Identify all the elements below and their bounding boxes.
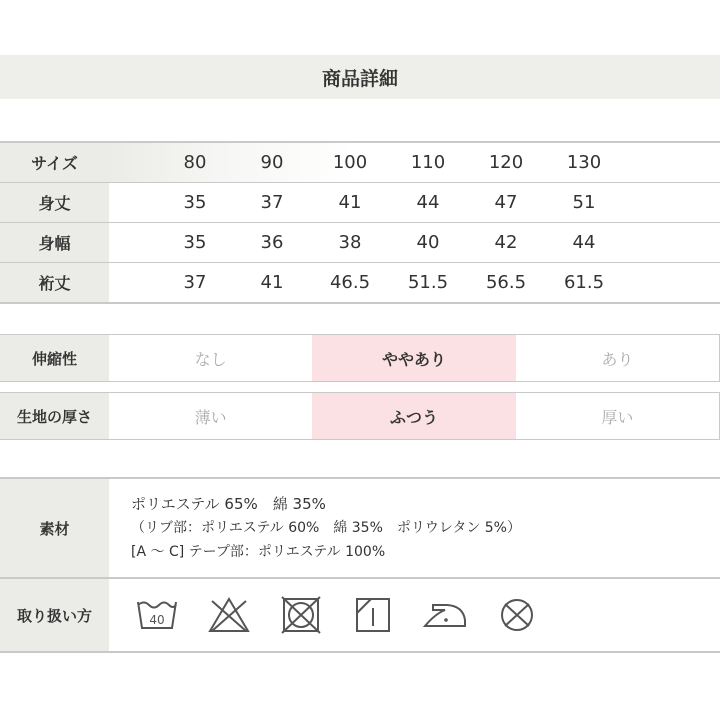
width-cell: 44 — [572, 232, 596, 253]
length-cell: 37 — [260, 192, 284, 213]
material-row — [0, 479, 720, 579]
size-table-row — [0, 143, 720, 183]
length-cell: 41 — [338, 192, 362, 213]
row-label: 身丈 — [0, 183, 109, 222]
length-cell: 35 — [183, 192, 207, 213]
wash-40-icon — [135, 595, 179, 635]
width-cell: 40 — [416, 232, 440, 253]
size-cell: 80 — [183, 152, 207, 173]
size-table-row — [0, 223, 720, 263]
thickness-option: 厚い — [601, 407, 634, 427]
length-cell: 51 — [572, 192, 596, 213]
stretch-option: あり — [601, 349, 634, 369]
size-table-row — [0, 183, 720, 223]
thickness-row — [0, 392, 720, 440]
sleeve-cell: 37 — [183, 272, 207, 293]
size-table — [0, 141, 720, 304]
sleeve-cell: 41 — [260, 272, 284, 293]
care-row — [0, 579, 720, 653]
thickness-option-selected: ふつう — [312, 393, 515, 439]
width-cell: 38 — [338, 232, 362, 253]
care-label: 取り扱い方 — [0, 579, 109, 651]
sleeve-cell: 61.5 — [563, 272, 605, 293]
row-label: 身幅 — [0, 223, 109, 262]
width-cell: 42 — [494, 232, 518, 253]
fabric-scale-table — [0, 334, 720, 440]
material-tape-line: [A ～ C] テープ部：ポリエステル 100% — [131, 544, 386, 560]
size-cell: 130 — [566, 152, 602, 173]
line-dry-shade-icon — [351, 595, 395, 635]
info-table — [0, 477, 720, 653]
material-rib-line: （リブ部：ポリエステル 60% 綿 35% ポリウレタン 5%） — [131, 520, 521, 536]
thickness-option: 薄い — [194, 407, 227, 427]
size-cell: 120 — [488, 152, 524, 173]
row-label: サイズ — [0, 143, 109, 182]
size-cell: 90 — [260, 152, 284, 173]
size-cell: 100 — [332, 152, 368, 173]
sleeve-cell: 56.5 — [485, 272, 527, 293]
length-cell: 47 — [494, 192, 518, 213]
width-cell: 35 — [183, 232, 207, 253]
sleeve-cell: 51.5 — [407, 272, 449, 293]
page-title: 商品詳細 — [0, 55, 720, 99]
no-dry-clean-icon — [495, 595, 539, 635]
low-iron-icon — [423, 595, 467, 635]
size-table-row — [0, 263, 720, 304]
material-main-line: ポリエステル 65% 綿 35% — [131, 495, 326, 513]
material-label: 素材 — [0, 479, 109, 577]
no-bleach-icon — [207, 595, 251, 635]
length-cell: 44 — [416, 192, 440, 213]
stretch-option-selected: ややあり — [312, 335, 515, 381]
width-cell: 36 — [260, 232, 284, 253]
svg-text:40: 40 — [149, 613, 165, 627]
stretch-option: なし — [194, 349, 227, 369]
stretch-label: 伸縮性 — [0, 335, 109, 381]
no-tumble-dry-icon — [279, 595, 323, 635]
size-cell: 110 — [410, 152, 446, 173]
thickness-label: 生地の厚さ — [0, 393, 109, 439]
row-label: 裄丈 — [0, 263, 109, 302]
sleeve-cell: 46.5 — [329, 272, 371, 293]
stretch-row — [0, 334, 720, 382]
